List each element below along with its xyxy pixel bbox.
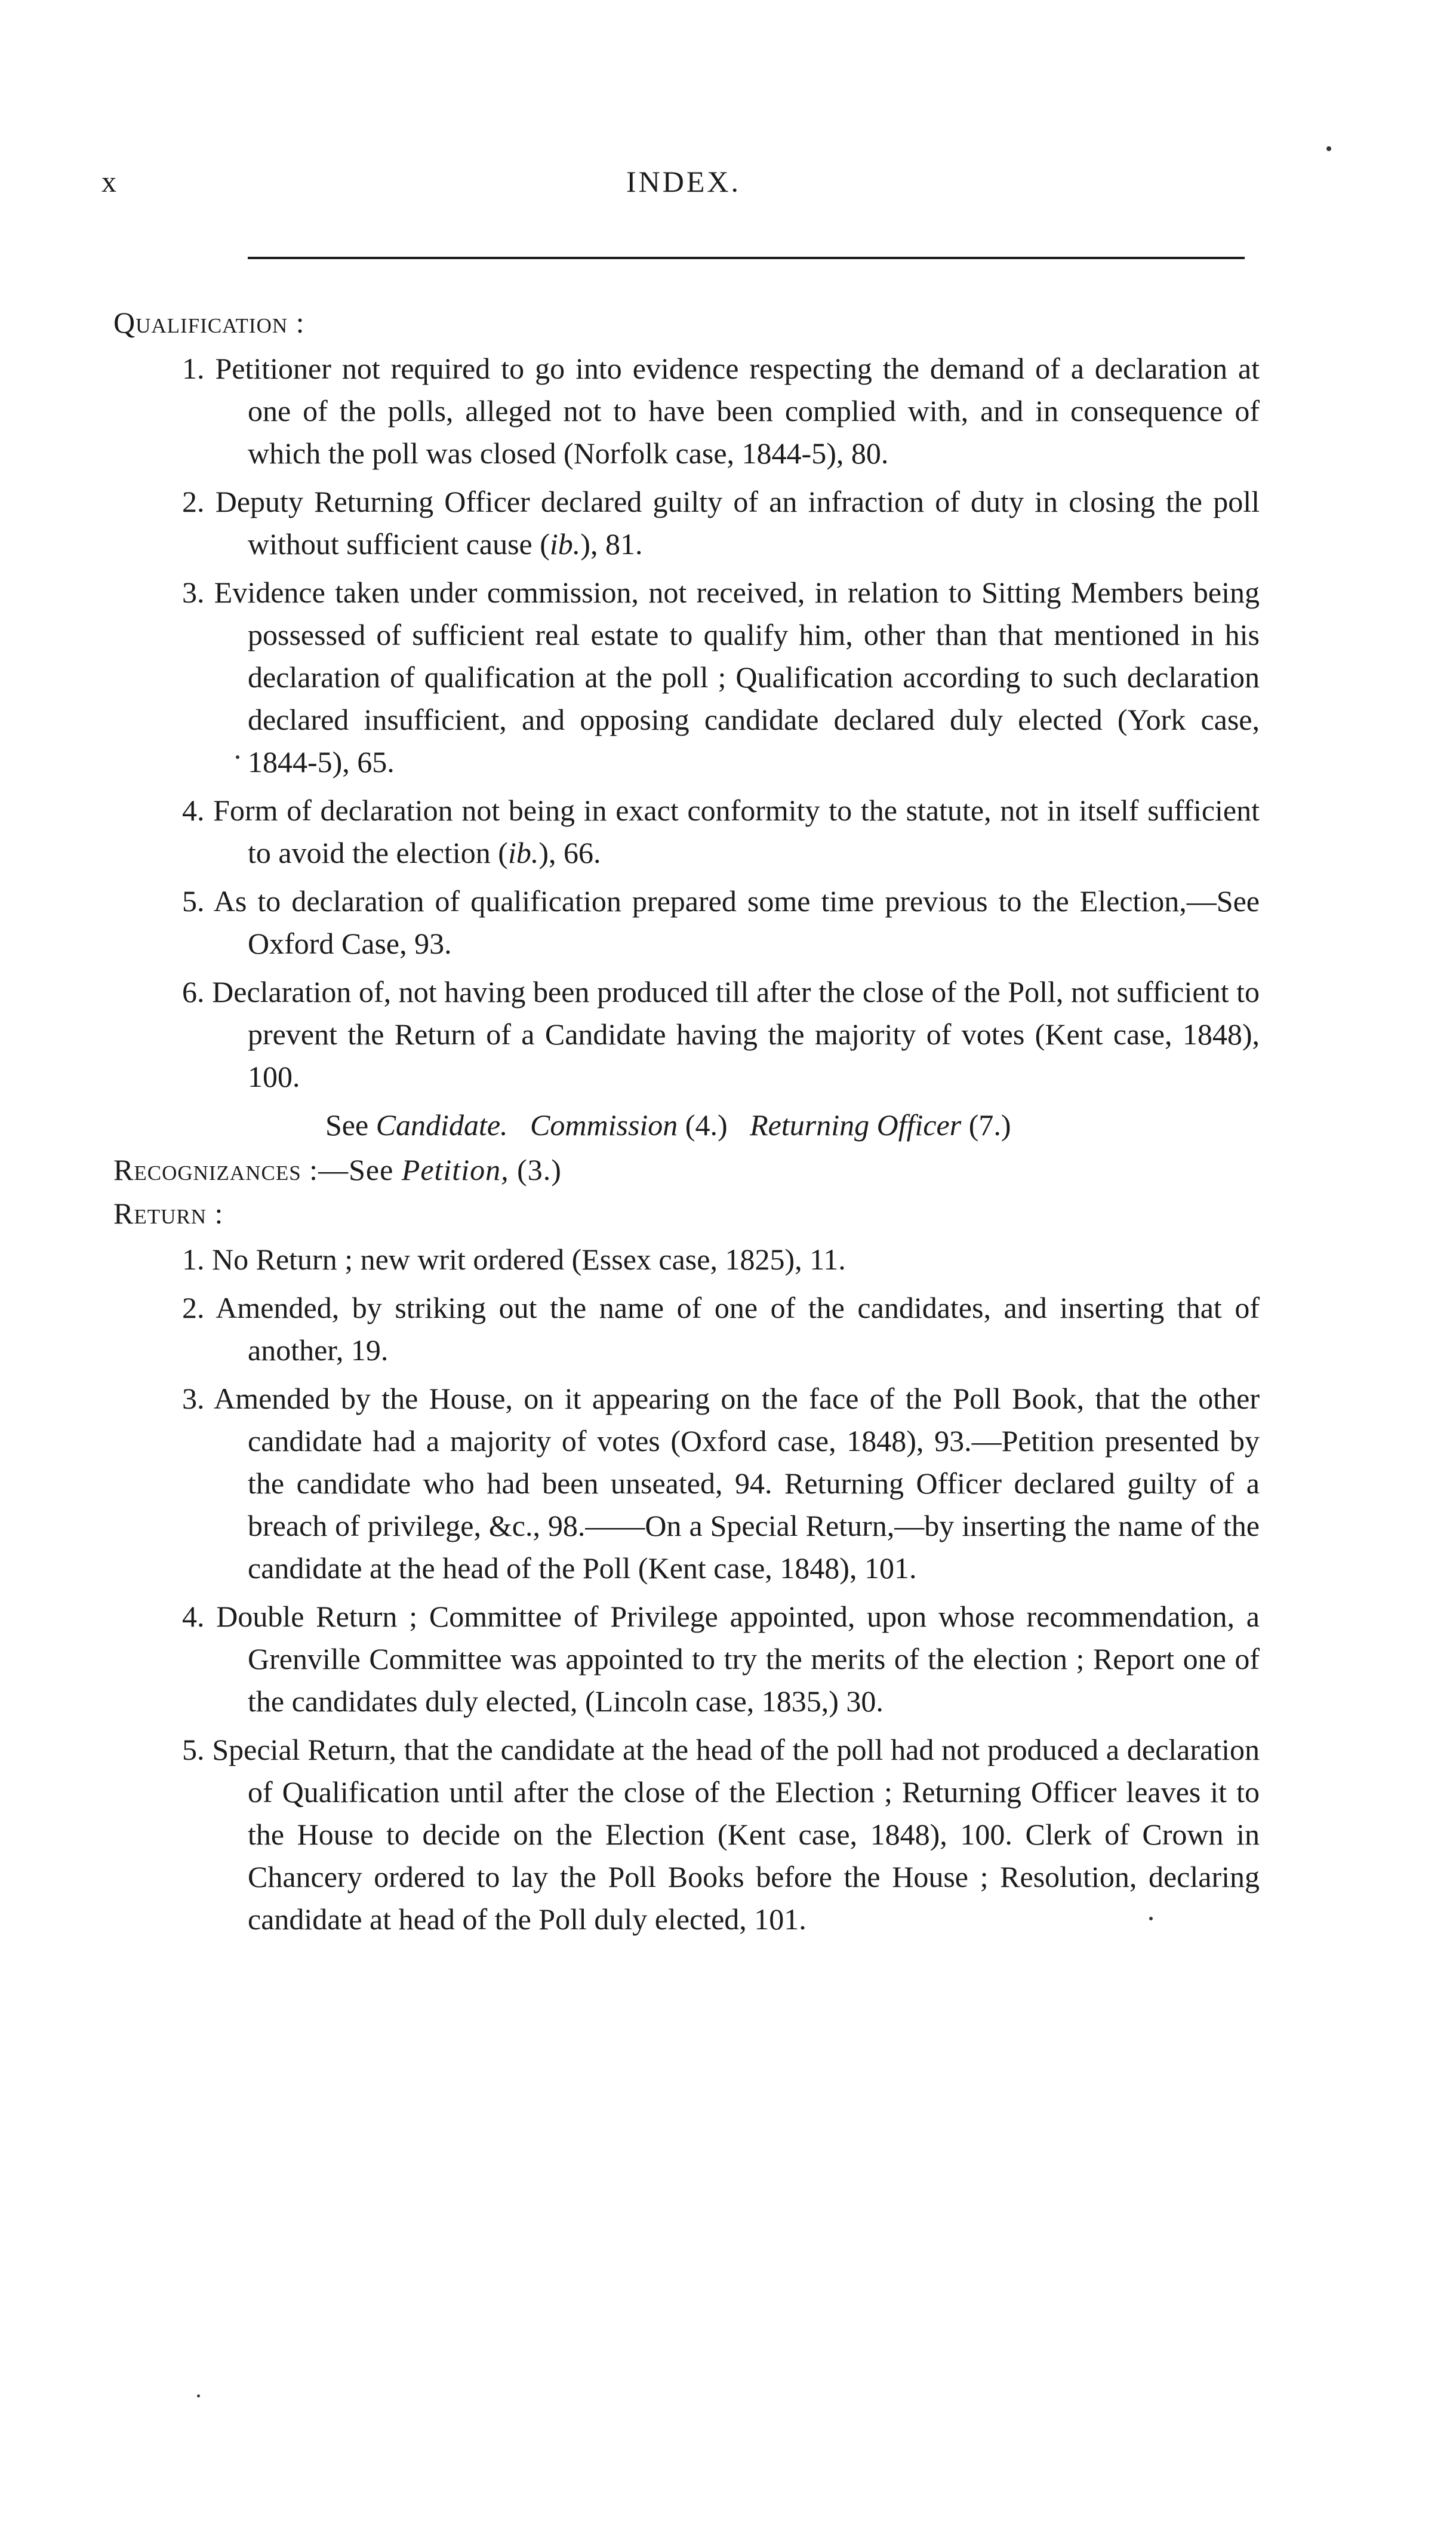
index-entry (113, 481, 1260, 565)
see-also-line (113, 1104, 1260, 1146)
entry-text: ), 66. (538, 836, 601, 869)
ibid-reference: ib. (549, 527, 581, 561)
index-entry: 5. As to declaration of qualification prepared some time previous to the Election,—See Oxford Case, 93. (182, 884, 1260, 960)
section-heading-return: Return : (113, 1197, 224, 1230)
page-header (101, 164, 1266, 206)
section-heading-qualification: Qualification : (113, 306, 305, 339)
ink-speck (197, 2394, 200, 2397)
cross-ref-petition: Petition, (401, 1153, 509, 1186)
see-word: See (325, 1108, 369, 1142)
index-content (113, 302, 1260, 1947)
entry-text: 4. Form of declaration not being in exact conformity to the statute, not in itself sufficient to avoid the election ( (182, 794, 1260, 869)
entry-text: ), 81. (580, 527, 643, 561)
cross-ref-commission: Commission (530, 1108, 678, 1142)
ink-speck (1326, 146, 1331, 151)
cross-ref-returning-officer: Returning Officer (750, 1108, 962, 1142)
cross-ref-number: (7.) (968, 1108, 1011, 1142)
header-rule (248, 257, 1245, 259)
index-entry: 1. Petitioner not required to go into evidence respecting the demand of a declaration at one of the polls, alleged not to have been complied with, and in consequence of which the poll was closed (Norfolk case, 1844-5), 80. (182, 352, 1260, 470)
index-entry: 2. Amended, by striking out the name of one of the candidates, and inserting that of another, 19. (182, 1291, 1260, 1367)
ink-speck (236, 755, 239, 759)
index-entry: 6. Declaration of, not having been produced till after the close of the Poll, not sufficient to prevent the Return of a Candidate having the majority of votes (Kent case, 1848), 100. (182, 975, 1260, 1093)
index-entry: 5. Special Return, that the candidate at the head of the poll had not produced a declaration of Qualification until after the close of the Election ; Returning Officer leaves it to the House to decide on the Election (Kent case, 1848), 100. Clerk of Crown in Chancery ordered to lay the Poll Books before the House ; Resolution, declaring candidate at head of the Poll duly elected, 101. (182, 1733, 1260, 1936)
ibid-reference: ib. (507, 836, 539, 869)
section-heading-recognizances (113, 1149, 1260, 1191)
running-title: INDEX. (626, 165, 741, 198)
entry-text: 2. Deputy Returning Officer declared guilty of an infraction of duty in closing the poll without sufficient cause ( (182, 485, 1260, 561)
index-entry (113, 789, 1260, 874)
cross-ref-number: (3.) (517, 1153, 562, 1186)
cross-ref-candidate: Candidate. (375, 1108, 508, 1142)
heading-text: Recognizances : (113, 1153, 319, 1186)
index-entry: 3. Amended by the House, on it appearing on the face of the Poll Book, that the other candidate had a majority of votes (Oxford case, 1848), 93.—Petition presented by the candidate who had been unseated, 94. Returning Officer declared guilty of a breach of privilege, &c., 98.——On a Special Return,—by inserting the name of the candidate at the head of the Poll (Kent case, 1848), 101. (182, 1382, 1260, 1585)
index-entry: 3. Evidence taken under commission, not received, in relation to Sitting Members being possessed of sufficient real estate to qualify him, other than that mentioned in his declaration of qualification at the poll ; Qualification according to such declaration declared insufficient, and opposing candidate declared duly elected (York case, 1844-5), 65. (182, 576, 1260, 779)
cross-ref-number: (4.) (685, 1108, 728, 1142)
page-number: x (101, 165, 118, 198)
index-entry: 1. No Return ; new writ ordered (Essex case, 1825), 11. (182, 1243, 846, 1276)
see-word: —See (318, 1153, 394, 1186)
index-entry: 4. Double Return ; Committee of Privilege appointed, upon whose recommendation, a Grenville Committee was appointed to try the merits of the election ; Report one of the candidates duly elected, (Lincoln case, 1835,) 30. (182, 1600, 1260, 1718)
ink-speck (1149, 1917, 1153, 1920)
